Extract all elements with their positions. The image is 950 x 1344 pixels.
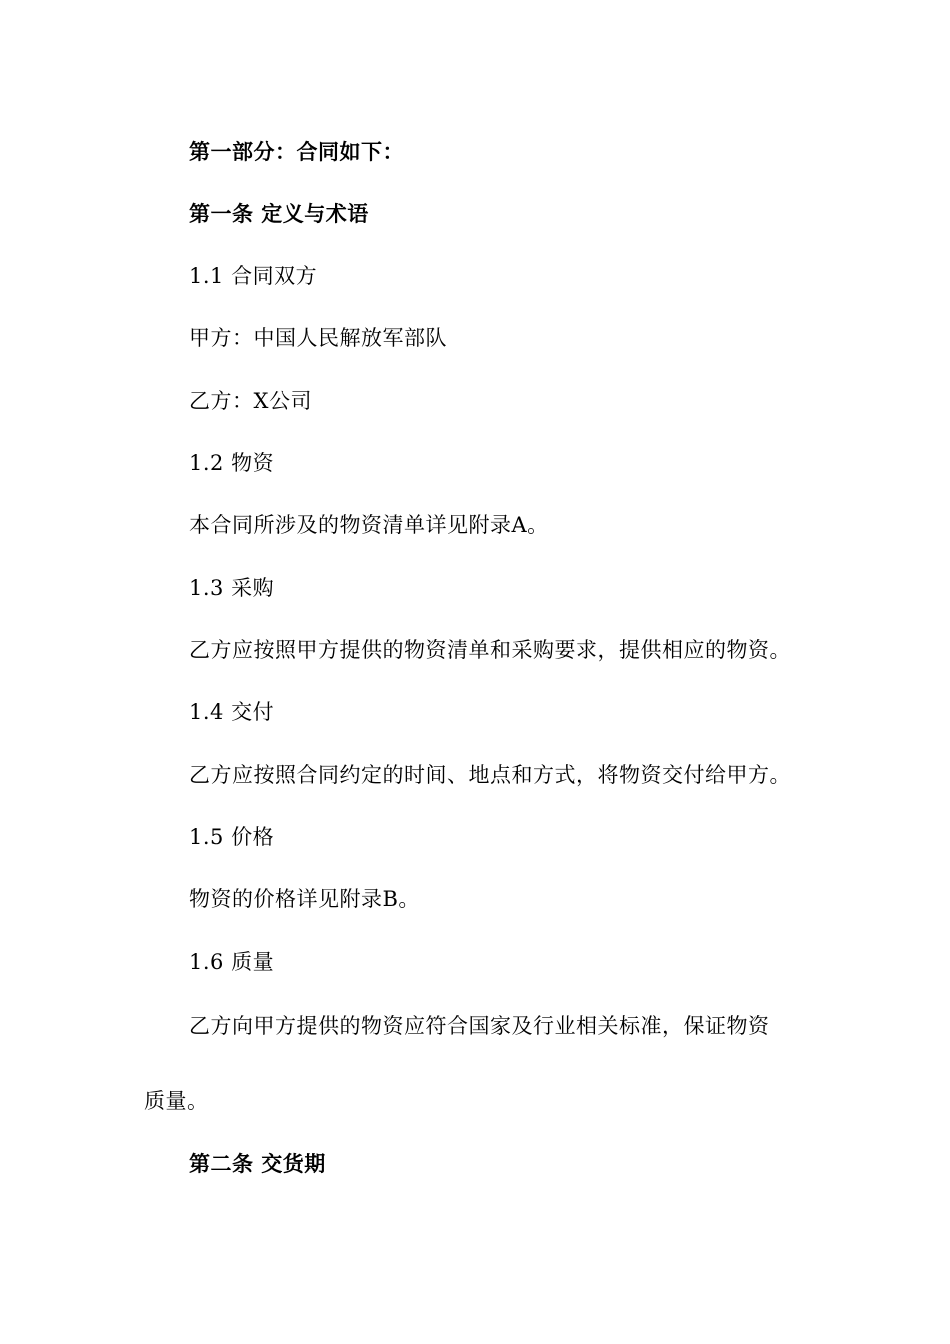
part-heading: 第一部分：合同如下： [189, 140, 404, 164]
section-1-3-body: 乙方应按照甲方提供的物资清单和采购要求，提供相应的物资。 [189, 638, 791, 662]
section-1-3-heading: 1.3 采购 [189, 576, 275, 600]
section-1-2-body: 本合同所涉及的物资清单详见附录A。 [189, 513, 549, 537]
section-1-5-body: 物资的价格详见附录B。 [189, 887, 420, 911]
section-1-6-body-line1: 乙方向甲方提供的物资应符合国家及行业相关标准，保证物资 [189, 1014, 770, 1038]
article1-heading: 第一条 定义与术语 [189, 202, 369, 226]
article2-heading: 第二条 交货期 [189, 1152, 326, 1176]
section-1-4-body: 乙方应按照合同约定的时间、地点和方式，将物资交付给甲方。 [189, 763, 791, 787]
section-1-5-heading: 1.5 价格 [189, 825, 275, 849]
section-1-4-heading: 1.4 交付 [189, 700, 275, 724]
party-b-text: 乙方：X公司 [189, 389, 312, 413]
section-1-6-body-line2: 质量。 [144, 1089, 209, 1113]
party-a-text: 甲方：中国人民解放军部队 [189, 326, 447, 350]
section-1-6-heading: 1.6 质量 [189, 950, 275, 974]
section-1-2-heading: 1.2 物资 [189, 451, 275, 475]
section-1-1-heading: 1.1 合同双方 [189, 264, 318, 288]
